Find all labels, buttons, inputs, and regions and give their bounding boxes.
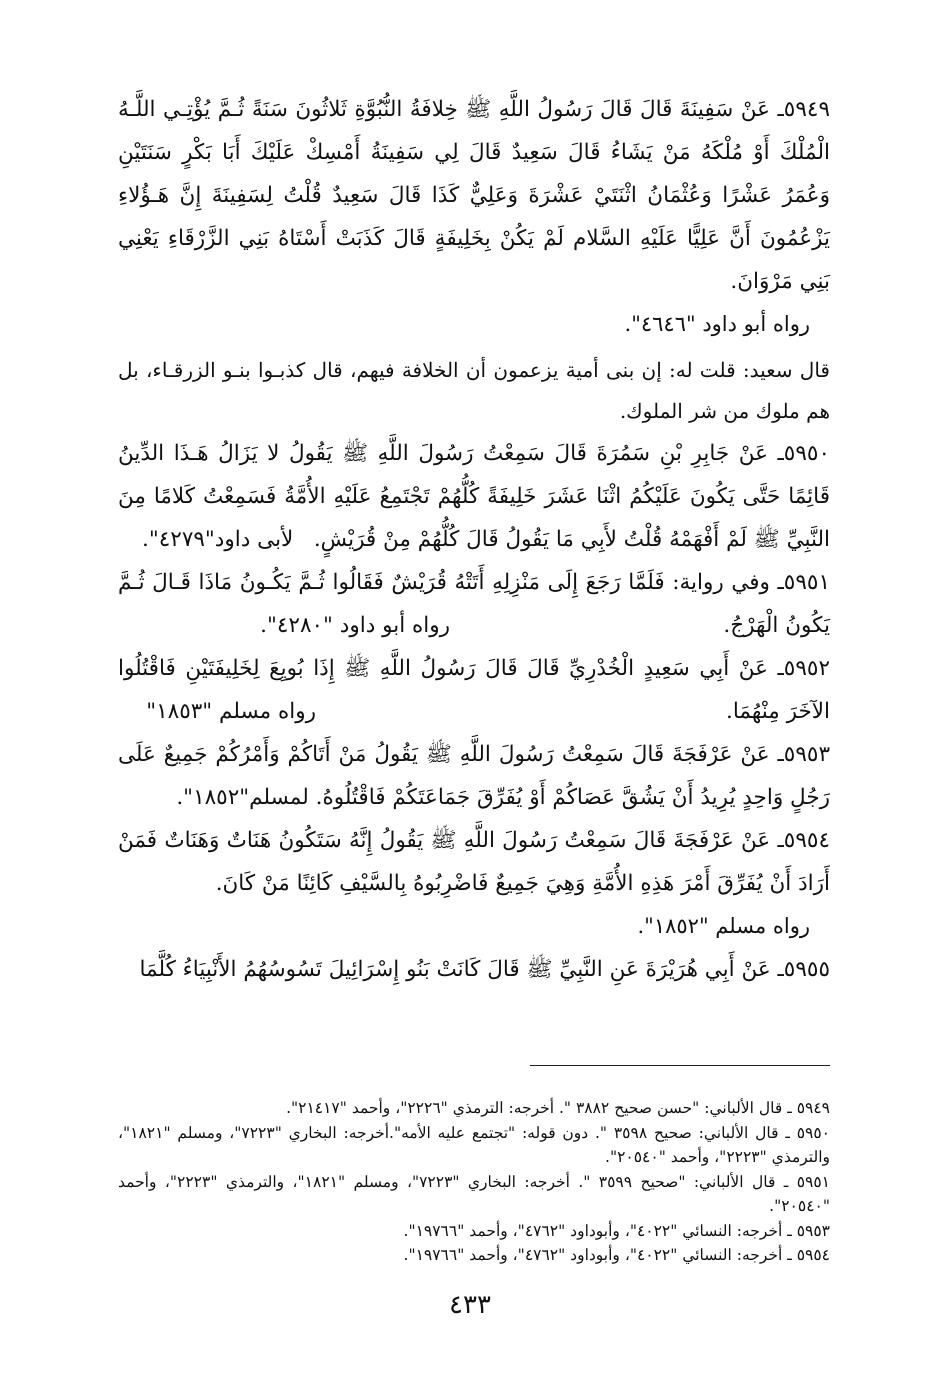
hadith-5952-text: ٥٩٥٢ـ عَنْ أَبِي سَعِيدٍ الْخُدْرِيِّ قَالَ قَالَ رَسُولُ اللَّهِ ﷺ إِذَا بُويِعَ لِخَلِيفَتَيْنِ فَاقْتُلُوا الآخَرَ مِنْهُمَا. bbox=[118, 656, 830, 724]
footnote-5949: ٥٩٤٩ ـ قال الألباني: "حسن صحيح ٣٨٨٢ ". أخرجه: الترمذي "٢٢٢٦"، وأحمد "٢١٤١٧". bbox=[286, 1099, 830, 1117]
hadith-5955: ٥٩٥٥ـ عَنْ أَبِي هُرَيْرَةَ عَنِ النَّبِيِّ ﷺ قَالَ كَانَتْ بَنُو إِسْرَائِيلَ تَسُوسُهُمُ الأَنْبِيَاءُ كُلَّمَا bbox=[139, 957, 830, 982]
footnotes bbox=[118, 1096, 830, 1268]
hadith-page bbox=[118, 88, 830, 991]
footnote-5950: ٥٩٥٠ ـ قال الألباني: صحيح ٣٥٩٨ ". دون قوله: "تجتمع عليه الأمه".أخرجه: البخاري "٧٢٢٣"، ومسلم "١٨٢١"، والترمذي "٢٢٢٣"، وأحمد "٢٠٥٤٠". bbox=[118, 1123, 830, 1166]
hadith-5951-source: رواه أبو داود "٤٢٨٠". bbox=[260, 613, 451, 638]
hadith-5950 bbox=[118, 432, 830, 561]
footnote-5951: ٥٩٥١ ـ قال الألباني: "صحيح ٣٥٩٩ ". أخرجه: البخاري "٧٢٢٣"، ومسلم "١٨٢١"، والترمذي "٢٢٢٣"، وأحمد "٢٠٥٤٠". bbox=[118, 1172, 830, 1215]
hadith-5950-text: ٥٩٥٠ـ عَنْ جَابِرِ بْنِ سَمُرَةَ قَالَ سَمِعْتُ رَسُولَ اللَّهِ ﷺ يَقُولُ لا يَزَالُ هَـذَا الدِّينُ قَائِمًا حَتَّى يَكُونَ عَلَيْكُمُ اثْنَا عَشَرَ خَلِيفَةً كُلُّهُمْ تَجْتَمِعُ عَلَيْهِ الأُمَّةُ فَسَمِعْتُ كَلامًا مِنَ النَّبِيِّ ﷺ لَمْ أَفْهَمْهُ قُلْتُ لأَبِي مَا يَقُولُ قَالَ كُلُّهُمْ مِنْ قُرَيْشٍ. bbox=[118, 441, 830, 552]
hadith-5954-source: رواه مسلم "١٨٥٢". bbox=[637, 914, 810, 938]
hadith-5949: ٥٩٤٩ـ عَنْ سَفِينَةَ قَالَ قَالَ رَسُولُ اللَّهِ ﷺ خِلافَةُ النُّبُوَّةِ ثَلاثُونَ سَنَةً ثُـمَّ يُؤْتِـي اللَّـهُ الْمُلْكَ أَوْ مُلْكَهُ مَنْ يَشَاءُ قَالَ سَعِيدٌ قَالَ لِي سَفِينَةُ أَمْسِكْ عَلَيْكَ أَبَا بَكْرٍ سَنَتَيْنِ وَعُمَرُ عَشْرًا وَعُثْمَانُ اثْنَتَيْ عَشْرَةَ وَعَلِيٌّ كَذَا قَالَ سَعِيدٌ قُلْتُ لِسَفِينَةَ إِنَّ هَـؤُلاءِ يَزْعُمُونَ أَنَّ عَلِيًّا عَلَيْهِ السَّلام لَمْ يَكُنْ بِخَلِيفَةٍ قَالَ كَذَبَتْ أَسْتَاهُ بَنِي الزَّرْقَاءِ يَعْنِي بَنِي مَرْوَانَ. bbox=[118, 97, 830, 294]
hadith-5953 bbox=[118, 733, 830, 819]
hadith-5952-source: رواه مسلم "١٨٥٣" bbox=[146, 699, 316, 724]
page-number: ٤٣٣ bbox=[449, 1290, 491, 1320]
main-text bbox=[118, 88, 830, 991]
footnote-divider bbox=[530, 1065, 830, 1066]
hadith-5949-note: قال سعيد: قلت له: إن بنى أمية يزعمون أن الخلافة فيهم، قال كذبـوا بنـو الزرقـاء، بل هم ملوك من شر الملوك. bbox=[118, 358, 830, 423]
hadith-5954: ٥٩٥٤ـ عَنْ عَرْفَجَةَ قَالَ سَمِعْتُ رَسُولَ اللَّهِ ﷺ يَقُولُ إِنَّهُ سَتَكُونُ هَنَاتٌ وَهَنَاتٌ فَمَنْ أَرَادَ أَنْ يُفَرِّقَ أَمْرَ هَذِهِ الأُمَّةِ وَهِيَ جَمِيعٌ فَاضْرِبُوهُ بِالسَّيْفِ كَائِنًا مَنْ كَانَ. bbox=[118, 828, 830, 896]
hadith-5953-source: لمسلم"١٨٥٢". bbox=[176, 785, 309, 810]
hadith-5953-text: ٥٩٥٣ـ عَنْ عَرْفَجَةَ قَالَ سَمِعْتُ رَسُولَ اللَّهِ ﷺ يَقُولُ مَنْ أَتَاكُمْ وَأَمْرُكُمْ جَمِيعٌ عَلَى رَجُلٍ وَاحِدٍ يُرِيدُ أَنْ يَشُقَّ عَصَاكُمْ أَوْ يُفَرِّقَ جَمَاعَتَكُمْ فَاقْتُلُوهُ. bbox=[118, 742, 830, 810]
hadith-5952 bbox=[118, 647, 830, 733]
hadith-5949-source: رواه أبو داود "٤٦٤٦". bbox=[624, 312, 810, 336]
footnote-5954: ٥٩٥٤ ـ أخرجه: النسائي "٤٠٢٢"، وأبوداود "٤٧٦٢"، وأحمد "١٩٧٦٦". bbox=[403, 1246, 830, 1264]
hadith-5951-text: ٥٩٥١ـ وفي رواية: فَلَمَّا رَجَعَ إِلَى مَنْزِلِهِ أَتَتْهُ قُرَيْشٌ فَقَالُوا ثُـمَّ يَكُـونُ مَاذَا قَـالَ ثُـمَّ يَكُونُ الْهَرْجُ. bbox=[118, 570, 830, 638]
hadith-5950-source: لأبى داود"٤٢٧٩". bbox=[141, 527, 294, 552]
footnote-5953: ٥٩٥٣ ـ أخرجه: النسائي "٤٠٢٢"، وأبوداود "٤٧٦٢"، وأحمد "١٩٧٦٦". bbox=[403, 1221, 830, 1240]
hadith-5951 bbox=[118, 561, 830, 647]
